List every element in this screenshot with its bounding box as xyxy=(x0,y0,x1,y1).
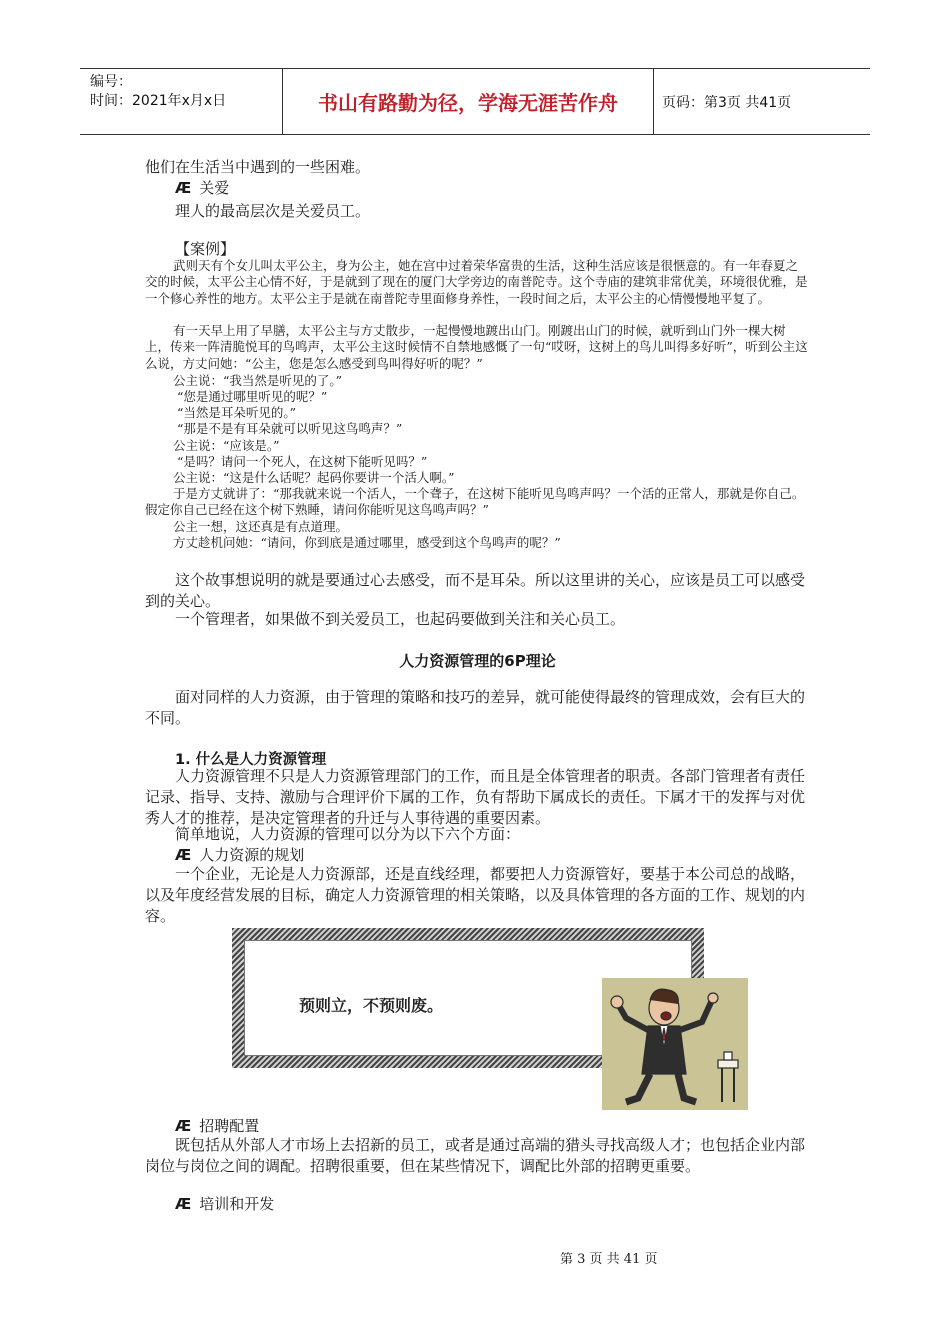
header-page-info: 页码：第3页 共41页 xyxy=(662,94,792,111)
section-paragraph-2: 人力资源管理不只是人力资源管理部门的工作，而且是全体管理者的职责。各部门管理者有责任记录、指导、支持、激励与合理评价下属的工作，负有帮助下属成长的责任。下属才干的发挥与对优秀人才的推荐，是决定管理者的升迁与人事待遇的重要因素。 xyxy=(145,767,806,827)
section-title: 人力资源管理的6P理论 xyxy=(399,652,556,670)
section-paragraph-3: 简单地说，人力资源的管理可以分为以下六个方面： xyxy=(175,825,521,843)
case-dialog-7: 公主说：“这是什么话呢？起码你要讲一个活人啊。” xyxy=(173,470,455,485)
case-dialog-2: “您是通过哪里听见的呢？” xyxy=(177,389,328,404)
after-case-paragraph-2: 一个管理者，如果做不到关爱员工，也起码要做到关注和关心员工。 xyxy=(175,610,626,628)
case-dialog-6: “是吗？请问一个死人，在这树下能听见吗？” xyxy=(177,454,428,469)
bullet-training-label: 培训和开发 xyxy=(199,1195,275,1213)
section-paragraph-4: 一个企业，无论是人力资源部，还是直线经理，都要把人力资源管好，要基于本公司总的战略，以及年度经营发展的目标，确定人力资源管理的相关策略，以及具体管理的各方面的工作、规划的内容。 xyxy=(145,865,806,925)
section-paragraph-1: 面对同样的人力资源，由于管理的策略和技巧的差异，就可能使得最终的管理成效，会有巨大的不同。 xyxy=(145,688,806,727)
quote-text: 预则立，不预则废。 xyxy=(299,996,444,1015)
intro-line: 他们在生活当中遇到的一些困难。 xyxy=(145,158,371,176)
page-header xyxy=(80,68,870,135)
bullet-mark: Æ xyxy=(175,1117,192,1135)
case-paragraph-3: 于是方丈就讲了：“那我就来说一个活人，一个聋子，在这树下能听见鸟鸣声吗？一个活的正常人，那就是你自己。假定你自己已经在这个树下熟睡，请问你能听见这鸟鸣声吗？” xyxy=(145,486,805,518)
header-meta xyxy=(80,69,283,134)
bullet-mark: Æ xyxy=(175,1195,192,1213)
case-dialog-5: 公主说：“应该是。” xyxy=(173,438,280,453)
case-dialog-3: “当然是耳朵听见的。” xyxy=(177,405,297,420)
case-dialog-9: 方丈趁机问她：“请问，你到底是通过哪里，感受到这个鸟鸣声的呢？” xyxy=(173,535,561,550)
header-motto: 书山有路勤为径，学海无涯苦作舟 xyxy=(283,69,654,134)
page-footer: 第 3 页 共 41 页 xyxy=(560,1252,658,1267)
speaker-cartoon-image xyxy=(602,978,748,1110)
bullet-planning xyxy=(175,845,304,866)
case-dialog-8: 公主一想，这还真是有点道理。 xyxy=(173,519,349,534)
bullet-care xyxy=(175,178,229,199)
bullet-recruit xyxy=(175,1116,259,1137)
bullet-planning-label: 人力资源的规划 xyxy=(199,846,305,864)
header-time: 时间：2021年x月x日 xyxy=(90,93,227,109)
bullet-training xyxy=(175,1194,274,1215)
bullet-mark: Æ xyxy=(175,846,192,864)
after-case-paragraph-1: 这个故事想说明的就是要通过心去感受，而不是耳朵。所以这里讲的关心，应该是员工可以感受到的关心。 xyxy=(145,571,806,610)
case-paragraph-1: 武则天有个女儿叫太平公主，身为公主，她在宫中过着荣华富贵的生活，这种生活应该是很惬意的。有一年春夏之交的时候，太平公主心情不好，于是就到了现在的厦门大学旁边的南普陀寺。这个寺庙的建筑非常优美，环境很优雅，是一个修心养性的地方。太平公主于是就在南普陀寺里面修身养性，一段时间之后，太平公主的心情慢慢地平复了。 xyxy=(145,258,808,306)
case-label: 【案例】 xyxy=(175,240,236,258)
section-paragraph-5: 既包括从外部人才市场上去招新的员工，或者是通过高端的猎头寻找高级人才；也包括企业内部岗位与岗位之间的调配。招聘很重要，但在某些情况下，调配比外部的招聘更重要。 xyxy=(145,1136,806,1175)
header-number: 编号： xyxy=(90,74,132,90)
care-text: 理人的最高层次是关爱员工。 xyxy=(175,202,371,220)
bullet-mark: Æ xyxy=(175,179,192,197)
bullet-care-label: 关爱 xyxy=(199,179,230,197)
section-subhead: 1. 什么是人力资源管理 xyxy=(175,752,327,768)
case-dialog-4: “那是不是有耳朵就可以听见这鸟鸣声？” xyxy=(177,421,403,436)
case-dialog-1: 公主说：“我当然是听见的了。” xyxy=(173,373,343,388)
bullet-recruit-label: 招聘配置 xyxy=(199,1117,260,1135)
case-paragraph-2: 有一天早上用了早膳，太平公主与方丈散步，一起慢慢地踱出山门。刚踱出山门的时候，就听到山门外一棵大树上，传来一阵清脆悦耳的鸟鸣声，太平公主这时候情不自禁地感慨了一句“哎呀，这树上的鸟儿叫得多好听”，听到公主这么说，方丈问她：“公主，您是怎么感受到鸟叫得好听的呢？” xyxy=(145,323,808,371)
